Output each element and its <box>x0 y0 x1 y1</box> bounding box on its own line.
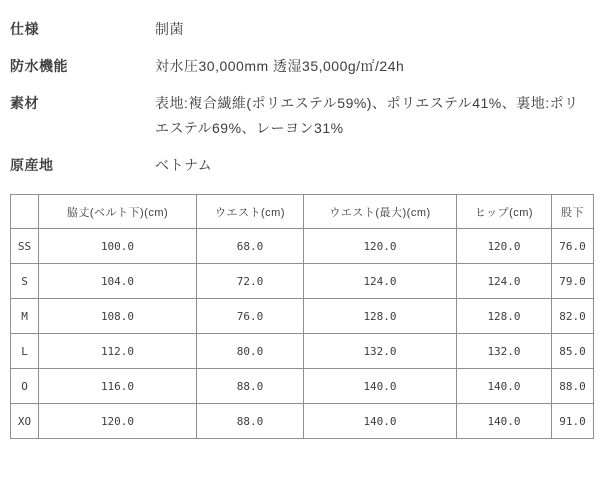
value-cell: 91.0 <box>552 404 594 439</box>
size-table-header <box>11 195 594 229</box>
size-cell: M <box>11 299 39 334</box>
spec-value: ベトナム <box>155 157 213 173</box>
value-cell: 88.0 <box>197 404 304 439</box>
table-row-o <box>11 369 594 404</box>
value-cell: 140.0 <box>457 369 552 404</box>
header-row <box>11 195 594 229</box>
size-cell: O <box>11 369 39 404</box>
size-table <box>10 194 594 439</box>
value-cell: 88.0 <box>197 369 304 404</box>
value-cell: 85.0 <box>552 334 594 369</box>
value-cell: 140.0 <box>304 404 457 439</box>
header-cell-waist: ウエスト(cm) <box>197 195 304 229</box>
table-row-ss <box>11 229 594 264</box>
spec-list <box>10 17 592 178</box>
size-cell: S <box>11 264 39 299</box>
size-table-body <box>11 229 594 439</box>
header-cell-size <box>11 195 39 229</box>
spec-row-origin <box>10 153 592 178</box>
spec-value: 対水圧30,000mm 透湿35,000g/㎡/24h <box>155 58 405 74</box>
value-cell: 82.0 <box>552 299 594 334</box>
spec-row-waterproof <box>10 54 592 79</box>
value-cell: 120.0 <box>457 229 552 264</box>
value-cell: 116.0 <box>39 369 197 404</box>
spec-value: 制菌 <box>155 21 184 37</box>
value-cell: 128.0 <box>457 299 552 334</box>
value-cell: 112.0 <box>39 334 197 369</box>
value-cell: 128.0 <box>304 299 457 334</box>
value-cell: 124.0 <box>457 264 552 299</box>
spec-value: 表地:複合繊維(ポリエステル59%)、ポリエステル41%、裏地:ポリエステル69%、レーヨン31% <box>155 95 579 136</box>
size-cell: SS <box>11 229 39 264</box>
value-cell: 68.0 <box>197 229 304 264</box>
value-cell: 104.0 <box>39 264 197 299</box>
table-row-xo <box>11 404 594 439</box>
spec-row-shiyou <box>10 17 592 42</box>
header-cell-hip: ヒップ(cm) <box>457 195 552 229</box>
value-cell: 132.0 <box>304 334 457 369</box>
size-cell: XO <box>11 404 39 439</box>
spec-label: 原産地 <box>10 157 54 173</box>
value-cell: 88.0 <box>552 369 594 404</box>
value-cell: 120.0 <box>304 229 457 264</box>
value-cell: 120.0 <box>39 404 197 439</box>
value-cell: 108.0 <box>39 299 197 334</box>
value-cell: 72.0 <box>197 264 304 299</box>
table-row-l <box>11 334 594 369</box>
spec-label: 防水機能 <box>10 58 68 74</box>
value-cell: 132.0 <box>457 334 552 369</box>
table-row-m <box>11 299 594 334</box>
table-row-s <box>11 264 594 299</box>
header-cell-waist-max: ウエスト(最大)(cm) <box>304 195 457 229</box>
value-cell: 140.0 <box>304 369 457 404</box>
spec-label: 仕様 <box>10 21 39 37</box>
value-cell: 140.0 <box>457 404 552 439</box>
value-cell: 124.0 <box>304 264 457 299</box>
size-cell: L <box>11 334 39 369</box>
value-cell: 76.0 <box>552 229 594 264</box>
header-cell-inseam: 股下 <box>552 195 594 229</box>
spec-label: 素材 <box>10 95 39 111</box>
value-cell: 100.0 <box>39 229 197 264</box>
header-cell-side-length: 脇丈(ベルト下)(cm) <box>39 195 197 229</box>
value-cell: 80.0 <box>197 334 304 369</box>
value-cell: 76.0 <box>197 299 304 334</box>
spec-row-material <box>10 91 592 141</box>
value-cell: 79.0 <box>552 264 594 299</box>
